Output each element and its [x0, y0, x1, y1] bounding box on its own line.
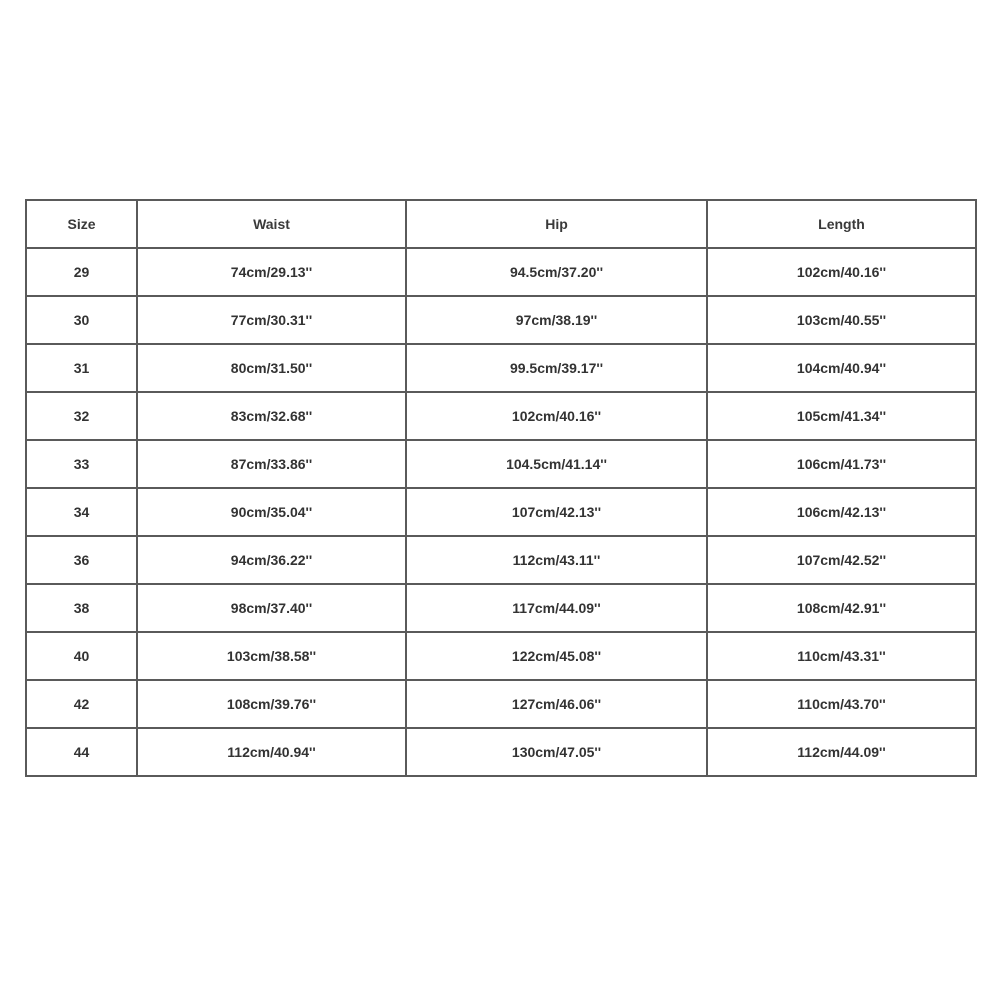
cell-waist: 74cm/29.13'': [137, 248, 406, 296]
cell-hip: 130cm/47.05'': [406, 728, 707, 776]
cell-waist: 77cm/30.31'': [137, 296, 406, 344]
cell-hip: 102cm/40.16'': [406, 392, 707, 440]
cell-size: 38: [26, 584, 137, 632]
cell-waist: 90cm/35.04'': [137, 488, 406, 536]
cell-size: 29: [26, 248, 137, 296]
cell-size: 31: [26, 344, 137, 392]
table-row: [26, 584, 976, 632]
cell-waist: 108cm/39.76'': [137, 680, 406, 728]
table-row: [26, 392, 976, 440]
cell-length: 110cm/43.70'': [707, 680, 976, 728]
cell-length: 104cm/40.94'': [707, 344, 976, 392]
size-rows: [26, 248, 976, 776]
header-size: Size: [26, 200, 137, 248]
cell-hip: 117cm/44.09'': [406, 584, 707, 632]
cell-size: 32: [26, 392, 137, 440]
cell-hip: 112cm/43.11'': [406, 536, 707, 584]
cell-size: 34: [26, 488, 137, 536]
cell-waist: 83cm/32.68'': [137, 392, 406, 440]
cell-size: 44: [26, 728, 137, 776]
table-row: [26, 296, 976, 344]
cell-waist: 103cm/38.58'': [137, 632, 406, 680]
table-row: [26, 536, 976, 584]
cell-length: 105cm/41.34'': [707, 392, 976, 440]
cell-size: 30: [26, 296, 137, 344]
cell-waist: 94cm/36.22'': [137, 536, 406, 584]
table-row: [26, 680, 976, 728]
cell-hip: 97cm/38.19'': [406, 296, 707, 344]
cell-size: 42: [26, 680, 137, 728]
table-row: [26, 248, 976, 296]
cell-size: 40: [26, 632, 137, 680]
cell-length: 107cm/42.52'': [707, 536, 976, 584]
header-length: Length: [707, 200, 976, 248]
cell-hip: 99.5cm/39.17'': [406, 344, 707, 392]
table-row: [26, 488, 976, 536]
cell-length: 112cm/44.09'': [707, 728, 976, 776]
size-chart-table: [25, 199, 977, 777]
cell-length: 106cm/42.13'': [707, 488, 976, 536]
cell-length: 108cm/42.91'': [707, 584, 976, 632]
cell-hip: 104.5cm/41.14'': [406, 440, 707, 488]
table-row: [26, 440, 976, 488]
cell-waist: 112cm/40.94'': [137, 728, 406, 776]
cell-size: 36: [26, 536, 137, 584]
cell-length: 106cm/41.73'': [707, 440, 976, 488]
cell-length: 110cm/43.31'': [707, 632, 976, 680]
cell-waist: 87cm/33.86'': [137, 440, 406, 488]
header-row: [26, 200, 976, 248]
cell-waist: 80cm/31.50'': [137, 344, 406, 392]
cell-hip: 94.5cm/37.20'': [406, 248, 707, 296]
cell-size: 33: [26, 440, 137, 488]
table-row: [26, 632, 976, 680]
cell-length: 102cm/40.16'': [707, 248, 976, 296]
cell-hip: 127cm/46.06'': [406, 680, 707, 728]
cell-waist: 98cm/37.40'': [137, 584, 406, 632]
cell-hip: 107cm/42.13'': [406, 488, 707, 536]
table-row: [26, 344, 976, 392]
cell-hip: 122cm/45.08'': [406, 632, 707, 680]
cell-length: 103cm/40.55'': [707, 296, 976, 344]
header-hip: Hip: [406, 200, 707, 248]
table-row: [26, 728, 976, 776]
header-waist: Waist: [137, 200, 406, 248]
